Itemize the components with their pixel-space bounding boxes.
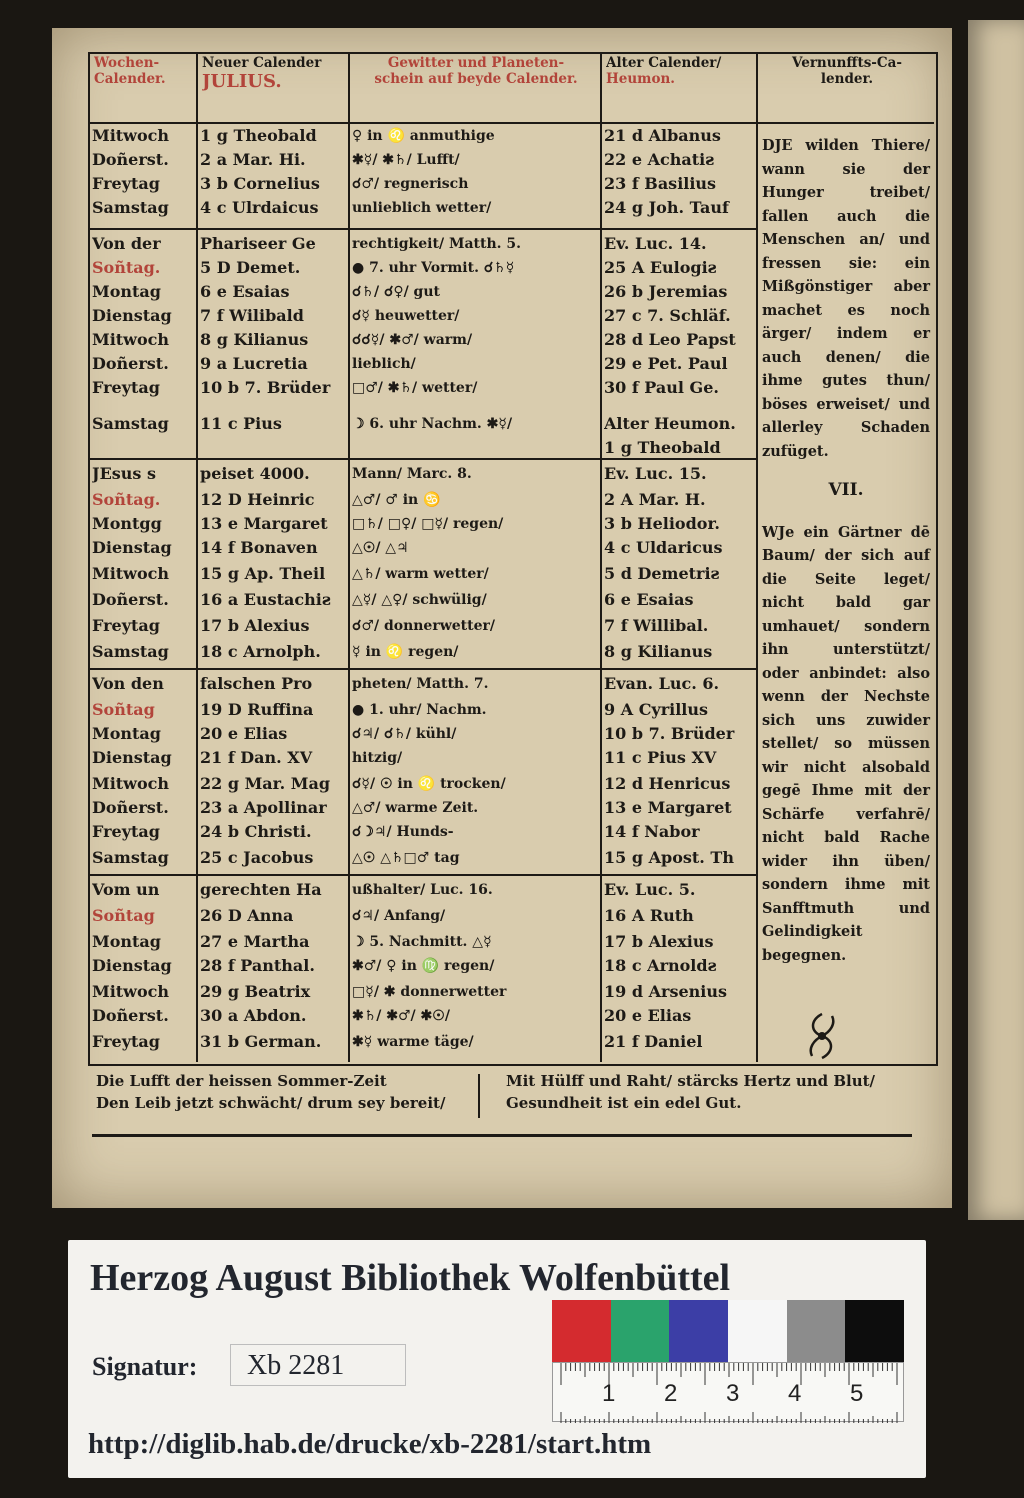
row-24-old: 11 c Pius XV — [604, 748, 717, 767]
row-17-old: 5 d Demetriƨ — [604, 564, 720, 583]
signatur-value: Xb 2281 — [230, 1344, 406, 1386]
row-28-old: 15 g Apost. Th — [604, 848, 734, 867]
row-8-weather: ☌☌☿/ ✱♂/ warm/ — [352, 332, 473, 348]
row-10-new: 10 b 7. Brüder — [200, 378, 331, 397]
row-0-new: 1 g Theobald — [200, 126, 317, 145]
row-34-weather: ✱♄/ ✱♂/ ✱☉/ — [352, 1008, 450, 1024]
row-26-new: 23 a Apollinar — [200, 798, 327, 817]
row-20-weather: ☿ in ♌ regen/ — [352, 644, 459, 660]
row-15-old: 3 b Heliodor. — [604, 514, 720, 533]
row-8-new: 8 g Kilianus — [200, 330, 309, 349]
row-24-weather: hitzig/ — [352, 750, 403, 766]
row-28-new: 25 c Jacobus — [200, 848, 314, 867]
row-32-week: Dienstag — [92, 956, 172, 975]
row-24-new: 21 f Dan. XV — [200, 748, 313, 767]
row-32-new: 28 f Panthal. — [200, 956, 315, 975]
row-27-old: 14 f Nabor — [604, 822, 700, 841]
week-rule-3 — [90, 668, 756, 670]
footer-right-line1: Mit Hülff und Raht/ stärcks Hertz und Blut/ — [506, 1072, 876, 1090]
week-rule-1 — [90, 228, 756, 230]
row-30-weather: ☌♃/ Anfang/ — [352, 908, 446, 924]
column-rule-3 — [600, 54, 602, 1062]
color-calibration-bar — [552, 1300, 904, 1362]
institution-name: Herzog August Bibliothek Wolfenbüttel — [90, 1257, 731, 1299]
row-6-weather: ☌♄/ ☌♀/ gut — [352, 284, 440, 300]
row-14-weather: △♂/ ♂ in ♋ — [352, 492, 441, 508]
row-5-week: Soñtag. — [92, 258, 161, 277]
row-28-weather: △☉ △♄□♂ tag — [352, 850, 460, 866]
row-23-week: Montag — [92, 724, 161, 743]
adjacent-page-edge — [968, 20, 1024, 1220]
row-20-week: Samstag — [92, 642, 169, 661]
row-26-weather: △♂/ warme Zeit. — [352, 800, 479, 816]
row-25-weather: ☌☿/ ☉ in ♌ trocken/ — [352, 776, 506, 792]
ruler-number-5: 5 — [850, 1380, 864, 1407]
row-8-week: Mitwoch — [92, 330, 169, 349]
row-35-week: Freytag — [92, 1032, 160, 1051]
row-13-weather: Mann/ Marc. 8. — [352, 466, 472, 482]
footer-divider — [478, 1074, 480, 1118]
row-2-week: Freytag — [92, 174, 160, 193]
row-20-new: 18 c Arnolph. — [200, 642, 321, 661]
column-rule-1 — [196, 54, 198, 1062]
header-old-month: Heumon. — [606, 70, 675, 87]
row-29-week: Vom un — [92, 880, 160, 899]
color-swatch-4 — [787, 1300, 846, 1362]
row-16-old: 4 c Uldaricus — [604, 538, 723, 557]
row-22-old: 9 A Cyrillus — [604, 700, 709, 719]
row-29-new: gerechten Ha — [200, 880, 322, 899]
row-4-old: Ev. Luc. 14. — [604, 234, 707, 253]
row-10-weather: □♂/ ✱♄/ wetter/ — [352, 380, 478, 396]
header-weather-column — [354, 56, 598, 120]
row-32-old: 18 c Arnoldƨ — [604, 956, 717, 975]
row-3-week: Samstag — [92, 198, 169, 217]
reason-calendar-text — [762, 134, 930, 983]
row-34-old: 20 e Elias — [604, 1006, 692, 1025]
row-18-week: Doñerst. — [92, 590, 169, 609]
row-3-new: 4 c Ulrdaicus — [200, 198, 319, 217]
row-35-new: 31 b German. — [200, 1032, 322, 1051]
row-9-weather: lieblich/ — [352, 356, 416, 372]
row-0-old: 21 d Albanus — [604, 126, 721, 145]
row-1-week: Doñerst. — [92, 150, 169, 169]
row-10-week: Freytag — [92, 378, 160, 397]
row-19-new: 17 b Alexius — [200, 616, 310, 635]
color-swatch-5 — [845, 1300, 904, 1362]
row-27-weather: ☌☽♃/ Hunds- — [352, 824, 454, 840]
row-5-old: 25 A Eulogiƨ — [604, 258, 717, 277]
row-18-new: 16 a Eustachiƨ — [200, 590, 331, 609]
header-new-column — [202, 56, 344, 120]
header-old-line1: Alter Calender/ — [606, 56, 722, 71]
row-5-new: 5 D Demet. — [200, 258, 301, 277]
row-29-weather: ußhalter/ Luc. 16. — [352, 882, 493, 898]
row-11-weather: ☽ 6. uhr Nachm. ✱☿/ — [352, 416, 513, 432]
row-15-week: Montgg — [92, 514, 162, 533]
header-week-column — [94, 56, 194, 120]
footer-verse-right — [506, 1070, 875, 1114]
row-3-old: 24 g Joh. Tauf — [604, 198, 729, 217]
row-31-new: 27 e Martha — [200, 932, 310, 951]
row-13-old: Ev. Luc. 15. — [604, 464, 707, 483]
row-30-old: 16 A Ruth — [604, 906, 694, 925]
row-23-old: 10 b 7. Brüder — [604, 724, 735, 743]
row-27-week: Freytag — [92, 822, 160, 841]
row-21-old: Evan. Luc. 6. — [604, 674, 720, 693]
row-7-week: Dienstag — [92, 306, 172, 325]
row-25-new: 22 g Mar. Mag — [200, 774, 331, 793]
row-7-weather: ☌☿ heuwetter/ — [352, 308, 460, 324]
header-new-month: JULIUS. — [202, 70, 282, 92]
row-34-new: 30 a Abdon. — [200, 1006, 307, 1025]
row-7-old: 27 c 7. Schläf. — [604, 306, 731, 325]
row-30-week: Soñtag — [92, 906, 155, 925]
color-swatch-3 — [728, 1300, 787, 1362]
color-swatch-2 — [669, 1300, 728, 1362]
row-35-weather: ✱☿ warme täge/ — [352, 1034, 474, 1050]
header-new-line1: Neuer Calender — [202, 56, 322, 71]
footer-left-line1: Die Lufft der heissen Sommer-Zeit — [96, 1072, 387, 1090]
row-3-weather: unlieblich wetter/ — [352, 200, 492, 216]
row-28-week: Samstag — [92, 848, 169, 867]
row-16-weather: △☉/ △♃ — [352, 540, 409, 556]
row-31-week: Montag — [92, 932, 161, 951]
row-12-old: 1 g Theobald — [604, 438, 721, 457]
row-23-weather: ☌♃/ ☌♄/ kühl/ — [352, 726, 457, 742]
row-5-weather: ● 7. uhr Vormit. ☌♄☿ — [352, 260, 515, 276]
row-19-weather: ☌♂/ donnerwetter/ — [352, 618, 495, 634]
header-week-line1: Wochen- — [94, 56, 160, 71]
row-9-old: 29 e Pet. Paul — [604, 354, 728, 373]
column-rule-4 — [756, 54, 758, 1062]
row-31-weather: ☽ 5. Nachmitt. △☿ — [352, 934, 492, 950]
row-6-week: Montag — [92, 282, 161, 301]
row-33-week: Mitwoch — [92, 982, 169, 1001]
row-26-week: Doñerst. — [92, 798, 169, 817]
row-6-new: 6 e Esaias — [200, 282, 290, 301]
row-20-old: 8 g Kilianus — [604, 642, 713, 661]
row-25-old: 12 d Henricus — [604, 774, 731, 793]
signatur-label: Signatur: — [92, 1352, 198, 1381]
header-reason-column — [764, 56, 930, 120]
row-33-weather: □☿/ ✱ donnerwetter — [352, 984, 507, 1000]
footer-right-line2: Gesundheit ist ein edel Gut. — [506, 1094, 742, 1112]
header-reason-line1: Vernunffts-Ca- — [792, 56, 902, 71]
row-4-new: Phariseer Ge — [200, 234, 316, 253]
row-4-weather: rechtigkeit/ Matth. 5. — [352, 236, 521, 252]
header-weather-line2: schein auf beyde Calender. — [374, 70, 578, 87]
row-2-old: 23 f Basilius — [604, 174, 717, 193]
row-18-weather: △☿/ △♀/ schwülig/ — [352, 592, 487, 608]
row-8-old: 28 d Leo Papst — [604, 330, 736, 349]
footer-verse-left — [96, 1070, 445, 1114]
row-17-week: Mitwoch — [92, 564, 169, 583]
row-19-week: Freytag — [92, 616, 160, 635]
row-15-new: 13 e Margaret — [200, 514, 328, 533]
row-33-new: 29 g Beatrix — [200, 982, 311, 1001]
footer-left-line2: Den Leib jetzt schwächt/ drum sey bereit/ — [96, 1094, 446, 1112]
reason-paragraph-2: WJe ein Gärtner dē Baum/ der sich auf die Seite leget/ nicht bald gar umhauet/ sondern ihn unterstützt/ oder anbindet: also wenn der Nechste sich uns zuwider stellet/ so müssen wir nicht alsobald gegē Ihme mit der Schärfe verfahrē/ nicht bald Rache wider ihn üben/ sondern ihme mit Sanfftmuth und Gelindigkeit begegnen. — [762, 523, 930, 964]
row-11-old: Alter Heumon. — [604, 414, 736, 433]
week-rule-4 — [90, 874, 756, 876]
row-27-new: 24 b Christi. — [200, 822, 312, 841]
header-week-line2: Calender. — [94, 70, 166, 87]
row-14-new: 12 D Heinric — [200, 490, 315, 509]
row-11-week: Samstag — [92, 414, 169, 433]
row-21-week: Von den — [92, 674, 164, 693]
row-6-old: 26 b Jeremias — [604, 282, 728, 301]
row-2-weather: ☌♂/ regnerisch — [352, 176, 469, 192]
row-16-week: Dienstag — [92, 538, 172, 557]
row-17-weather: △♄/ warm wetter/ — [352, 566, 489, 582]
row-4-week: Von der — [92, 234, 161, 253]
source-url: http://diglib.hab.de/drucke/xb-2281/start.htm — [88, 1428, 652, 1460]
ruler-number-2: 2 — [664, 1380, 678, 1407]
row-14-old: 2 A Mar. H. — [604, 490, 706, 509]
row-21-weather: pheten/ Matth. 7. — [352, 676, 489, 692]
row-29-old: Ev. Luc. 5. — [604, 880, 696, 899]
ruler-number-4: 4 — [788, 1380, 802, 1407]
row-15-weather: □♄/ □♀/ □☿/ regen/ — [352, 516, 504, 532]
header-reason-line2: lender. — [820, 70, 874, 87]
row-19-old: 7 f Willibal. — [604, 616, 709, 635]
row-16-new: 14 f Bonaven — [200, 538, 318, 557]
row-34-week: Doñerst. — [92, 1006, 169, 1025]
row-7-new: 7 f Wilibald — [200, 306, 304, 325]
row-25-week: Mitwoch — [92, 774, 169, 793]
row-9-week: Doñerst. — [92, 354, 169, 373]
row-0-weather: ♀ in ♌ anmuthige — [352, 128, 495, 144]
row-1-new: 2 a Mar. Hi. — [200, 150, 306, 169]
row-9-new: 9 a Lucretia — [200, 354, 308, 373]
column-rule-2 — [348, 54, 350, 1062]
row-13-new: peiset 4000. — [200, 464, 310, 483]
row-21-new: falschen Pro — [200, 674, 313, 693]
row-14-week: Soñtag. — [92, 490, 161, 509]
bottom-rule — [92, 1134, 912, 1137]
row-31-old: 17 b Alexius — [604, 932, 714, 951]
row-26-old: 13 e Margaret — [604, 798, 732, 817]
row-24-week: Dienstag — [92, 748, 172, 767]
row-10-old: 30 f Paul Ge. — [604, 378, 719, 397]
ruler-number-1: 1 — [602, 1380, 616, 1407]
reason-paragraph-1: DJE wilden Thiere/ wann sie der Hunger treibet/ fallen auch die Menschen an/ und fressen sie: ein Mißgönstiger aber machet es noch ärger/ indem er auch denen/ die ihme gutes thun/ böses erweiset/ und allerley Schaden zufüget. — [762, 137, 930, 460]
row-22-week: Soñtag — [92, 700, 155, 719]
row-30-new: 26 D Anna — [200, 906, 294, 925]
row-33-old: 19 d Arsenius — [604, 982, 727, 1001]
row-13-week: JEsus s — [92, 464, 156, 483]
row-22-new: 19 D Ruffina — [200, 700, 314, 719]
header-old-column — [606, 56, 754, 120]
color-swatch-1 — [611, 1300, 670, 1362]
row-23-new: 20 e Elias — [200, 724, 288, 743]
color-swatch-0 — [552, 1300, 611, 1362]
row-1-old: 22 e Achatiƨ — [604, 150, 715, 169]
floral-ornament-icon — [800, 1010, 844, 1062]
reason-number: VII. — [828, 480, 864, 500]
row-17-new: 15 g Ap. Theil — [200, 564, 326, 583]
row-18-old: 6 e Esaias — [604, 590, 694, 609]
row-2-new: 3 b Cornelius — [200, 174, 320, 193]
row-1-weather: ✱☿/ ✱♄/ Lufft/ — [352, 152, 460, 168]
row-35-old: 21 f Daniel — [604, 1032, 703, 1051]
header-weather-line1: Gewitter und Planeten- — [387, 56, 565, 71]
row-0-week: Mitwoch — [92, 126, 169, 145]
ruler-number-3: 3 — [726, 1380, 740, 1407]
row-22-weather: ● 1. uhr/ Nachm. — [352, 702, 487, 718]
row-11-new: 11 c Pius — [200, 414, 282, 433]
row-32-weather: ✱♂/ ♀ in ♍ regen/ — [352, 958, 495, 974]
